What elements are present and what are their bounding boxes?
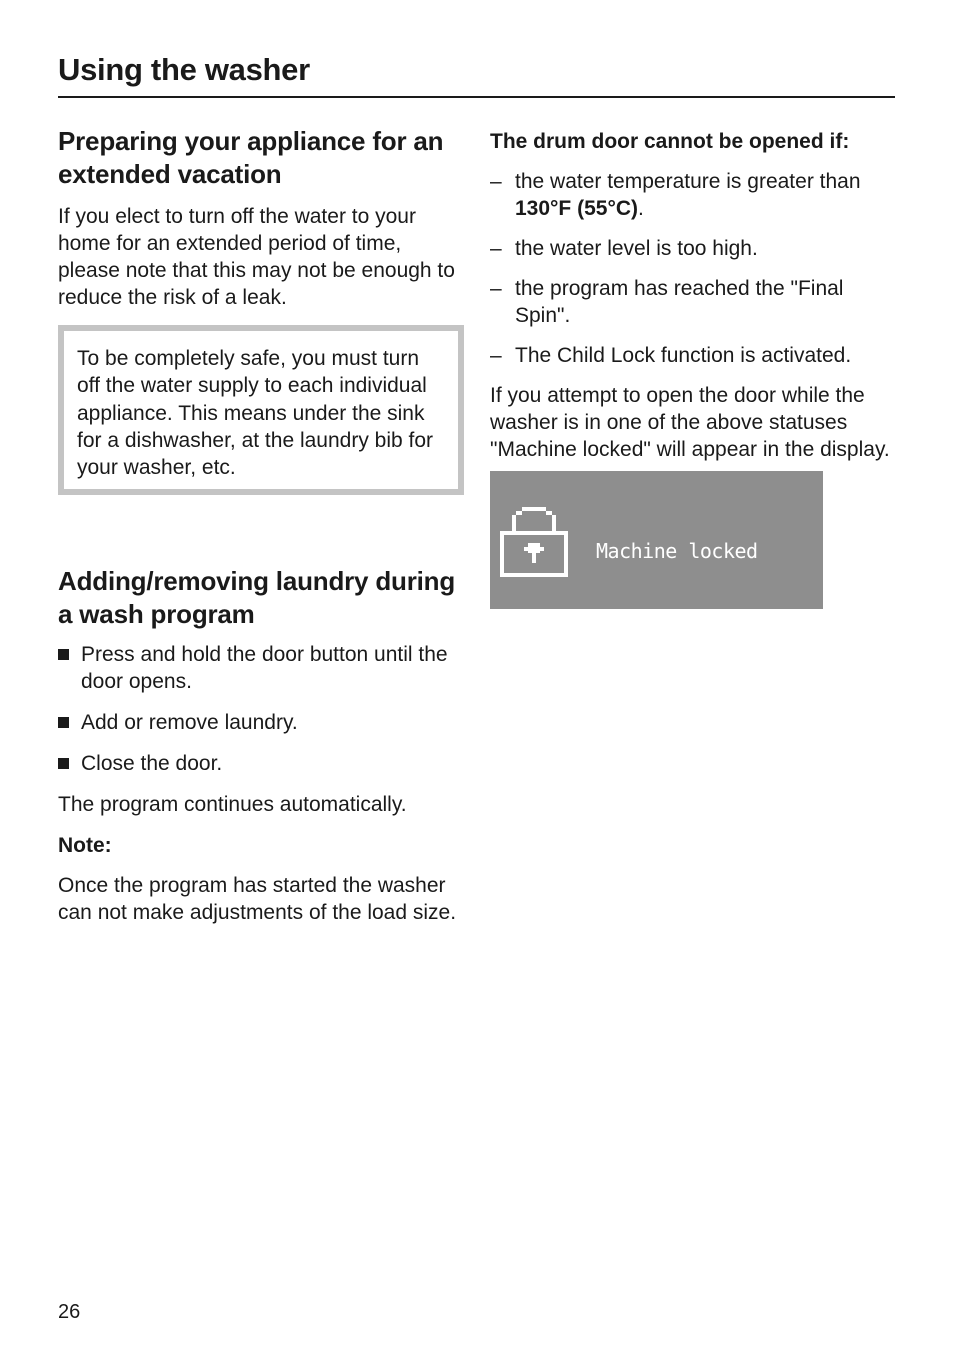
note-label: Note:	[58, 834, 112, 858]
program-continues-text: The program continues automatically.	[58, 793, 407, 817]
dash-marker: –	[490, 237, 502, 260]
condition-text: the water level is too high.	[515, 237, 758, 260]
left-column	[58, 125, 464, 926]
list-item	[58, 641, 464, 695]
punctuation: .	[638, 197, 644, 220]
right-column	[490, 128, 900, 609]
dash-marker: –	[490, 170, 502, 193]
safety-notice-text: To be completely safe, you must turn off the water supply to each individual appliance. This means under the sink for a dishwasher, at the laundry bib for your washer, etc.	[77, 347, 434, 480]
list-item	[490, 235, 900, 262]
bullet-square-icon	[58, 717, 69, 728]
list-item	[58, 709, 464, 736]
page-header	[58, 52, 895, 98]
safety-notice-box	[58, 325, 464, 495]
lock-icon	[500, 505, 570, 581]
condition-text: the program has reached the "Final Spin".	[515, 277, 844, 327]
dash-marker: –	[490, 277, 502, 300]
list-item	[490, 168, 900, 222]
page-title: Using the washer	[58, 52, 310, 87]
dash-marker: –	[490, 344, 502, 367]
section-adding-removing	[58, 565, 464, 926]
condition-text: the water temperature is greater than	[515, 170, 861, 193]
conditions-list	[490, 168, 900, 369]
machine-locked-paragraph: If you attempt to open the door while the washer is in one of the above statuses "Machine locked" will appear in the display.	[490, 384, 890, 461]
vacation-paragraph: If you elect to turn off the water to your home for an extended period of time, please note that this may not be enough to reduce the risk of a leak.	[58, 205, 455, 309]
bullet-square-icon	[58, 649, 69, 660]
page-number: 26	[58, 1301, 81, 1323]
section-heading-vacation: Preparing your appliance for an extended vacation	[58, 126, 444, 189]
step-text: Close the door.	[81, 752, 223, 776]
condition-text: The Child Lock function is activated.	[515, 344, 852, 367]
display-screen	[490, 471, 823, 609]
section-heading-laundry: Adding/removing laundry during a wash program	[58, 566, 456, 630]
step-text: Add or remove laundry.	[81, 711, 298, 735]
note-text: Once the program has started the washer can not make adjustments of the load size.	[58, 874, 457, 925]
list-item	[490, 275, 900, 329]
list-item	[490, 342, 900, 369]
bullet-square-icon	[58, 758, 69, 769]
drum-door-heading: The drum door cannot be opened if:	[490, 130, 850, 153]
steps-list	[58, 641, 464, 777]
step-text: Press and hold the door button until the door opens.	[81, 643, 448, 694]
temperature-value: 130°F (55°C)	[515, 197, 639, 220]
display-message: Machine locked	[596, 539, 758, 563]
list-item	[58, 750, 464, 777]
